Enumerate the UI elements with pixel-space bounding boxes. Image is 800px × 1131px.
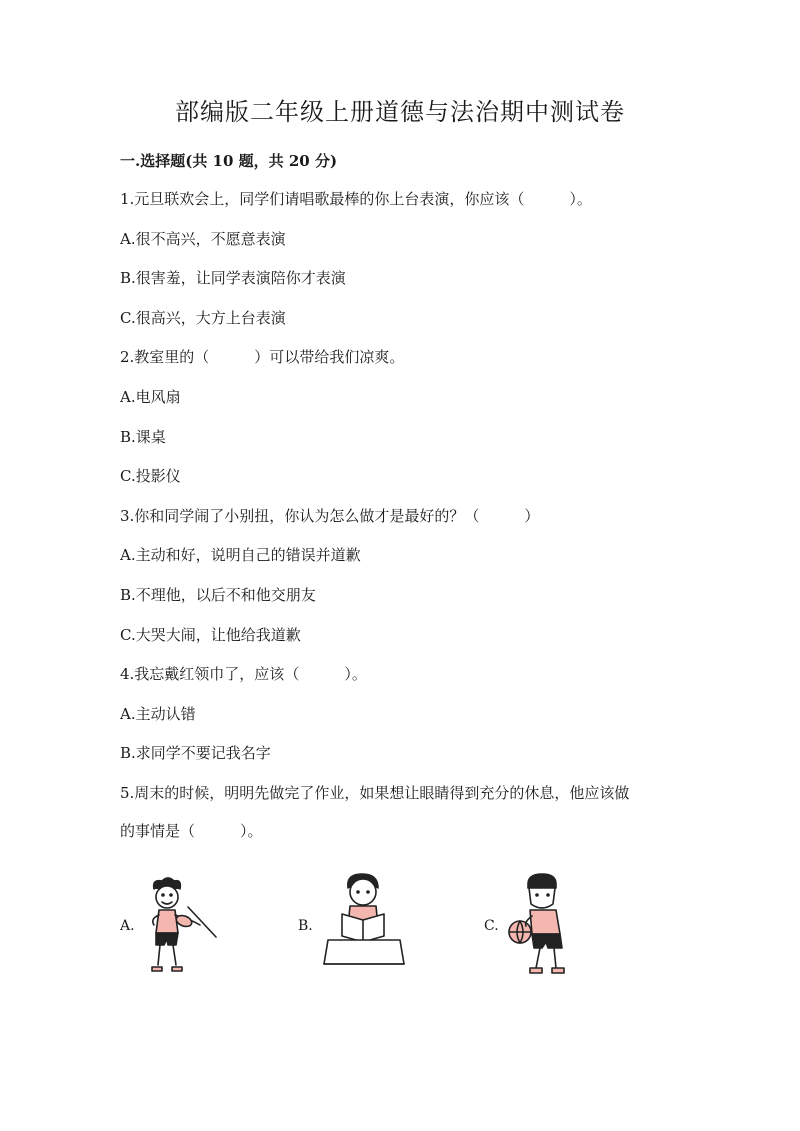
q3-option-a: A.主动和好，说明自己的错误并道歉 [120, 546, 361, 564]
q4-option-b: B.求同学不要记我名字 [120, 744, 271, 762]
q3-option-c: C.大哭大闹，让他给我道歉 [120, 626, 301, 644]
q1-option-c: C.很高兴，大方上台表演 [120, 309, 286, 327]
question-4: 4.我忘戴红领巾了，应该（ ）。 [120, 665, 367, 683]
child-reading-book-icon [318, 870, 413, 970]
page-title: 部编版二年级上册道德与法治期中测试卷 [175, 98, 625, 126]
question-5-line-2: 的事情是（ ）。 [120, 822, 263, 840]
q1-option-a: A.很不高兴，不愿意表演 [120, 230, 286, 248]
section-heading: 一.选择题(共 10 题，共 20 分) [120, 152, 338, 170]
q2-option-b: B.课桌 [120, 428, 166, 446]
pic-option-b-label: B. [298, 918, 313, 934]
child-playing-basketball-icon [502, 872, 582, 980]
q1-option-b: B.很害羞，让同学表演陪你才表演 [120, 269, 346, 287]
pic-option-a-label: A. [120, 918, 135, 934]
q4-option-a: A.主动认错 [120, 705, 196, 723]
q2-option-a: A.电风扇 [120, 388, 181, 406]
question-2: 2.教室里的（ ）可以带给我们凉爽。 [120, 348, 405, 366]
child-playing-violin-icon [140, 875, 225, 980]
q3-option-b: B.不理他，以后不和他交朋友 [120, 586, 316, 604]
question-1: 1.元旦联欢会上，同学们请唱歌最棒的你上台表演，你应该（ ）。 [120, 190, 592, 208]
question-5-line-1: 5.周末的时候，明明先做完了作业，如果想让眼睛得到充分的休息，他应该做 [120, 784, 630, 802]
pic-option-c-label: C. [484, 918, 499, 934]
question-3: 3.你和同学闹了小别扭，你认为怎么做才是最好的？（ ） [120, 507, 540, 525]
q2-option-c: C.投影仪 [120, 467, 181, 485]
